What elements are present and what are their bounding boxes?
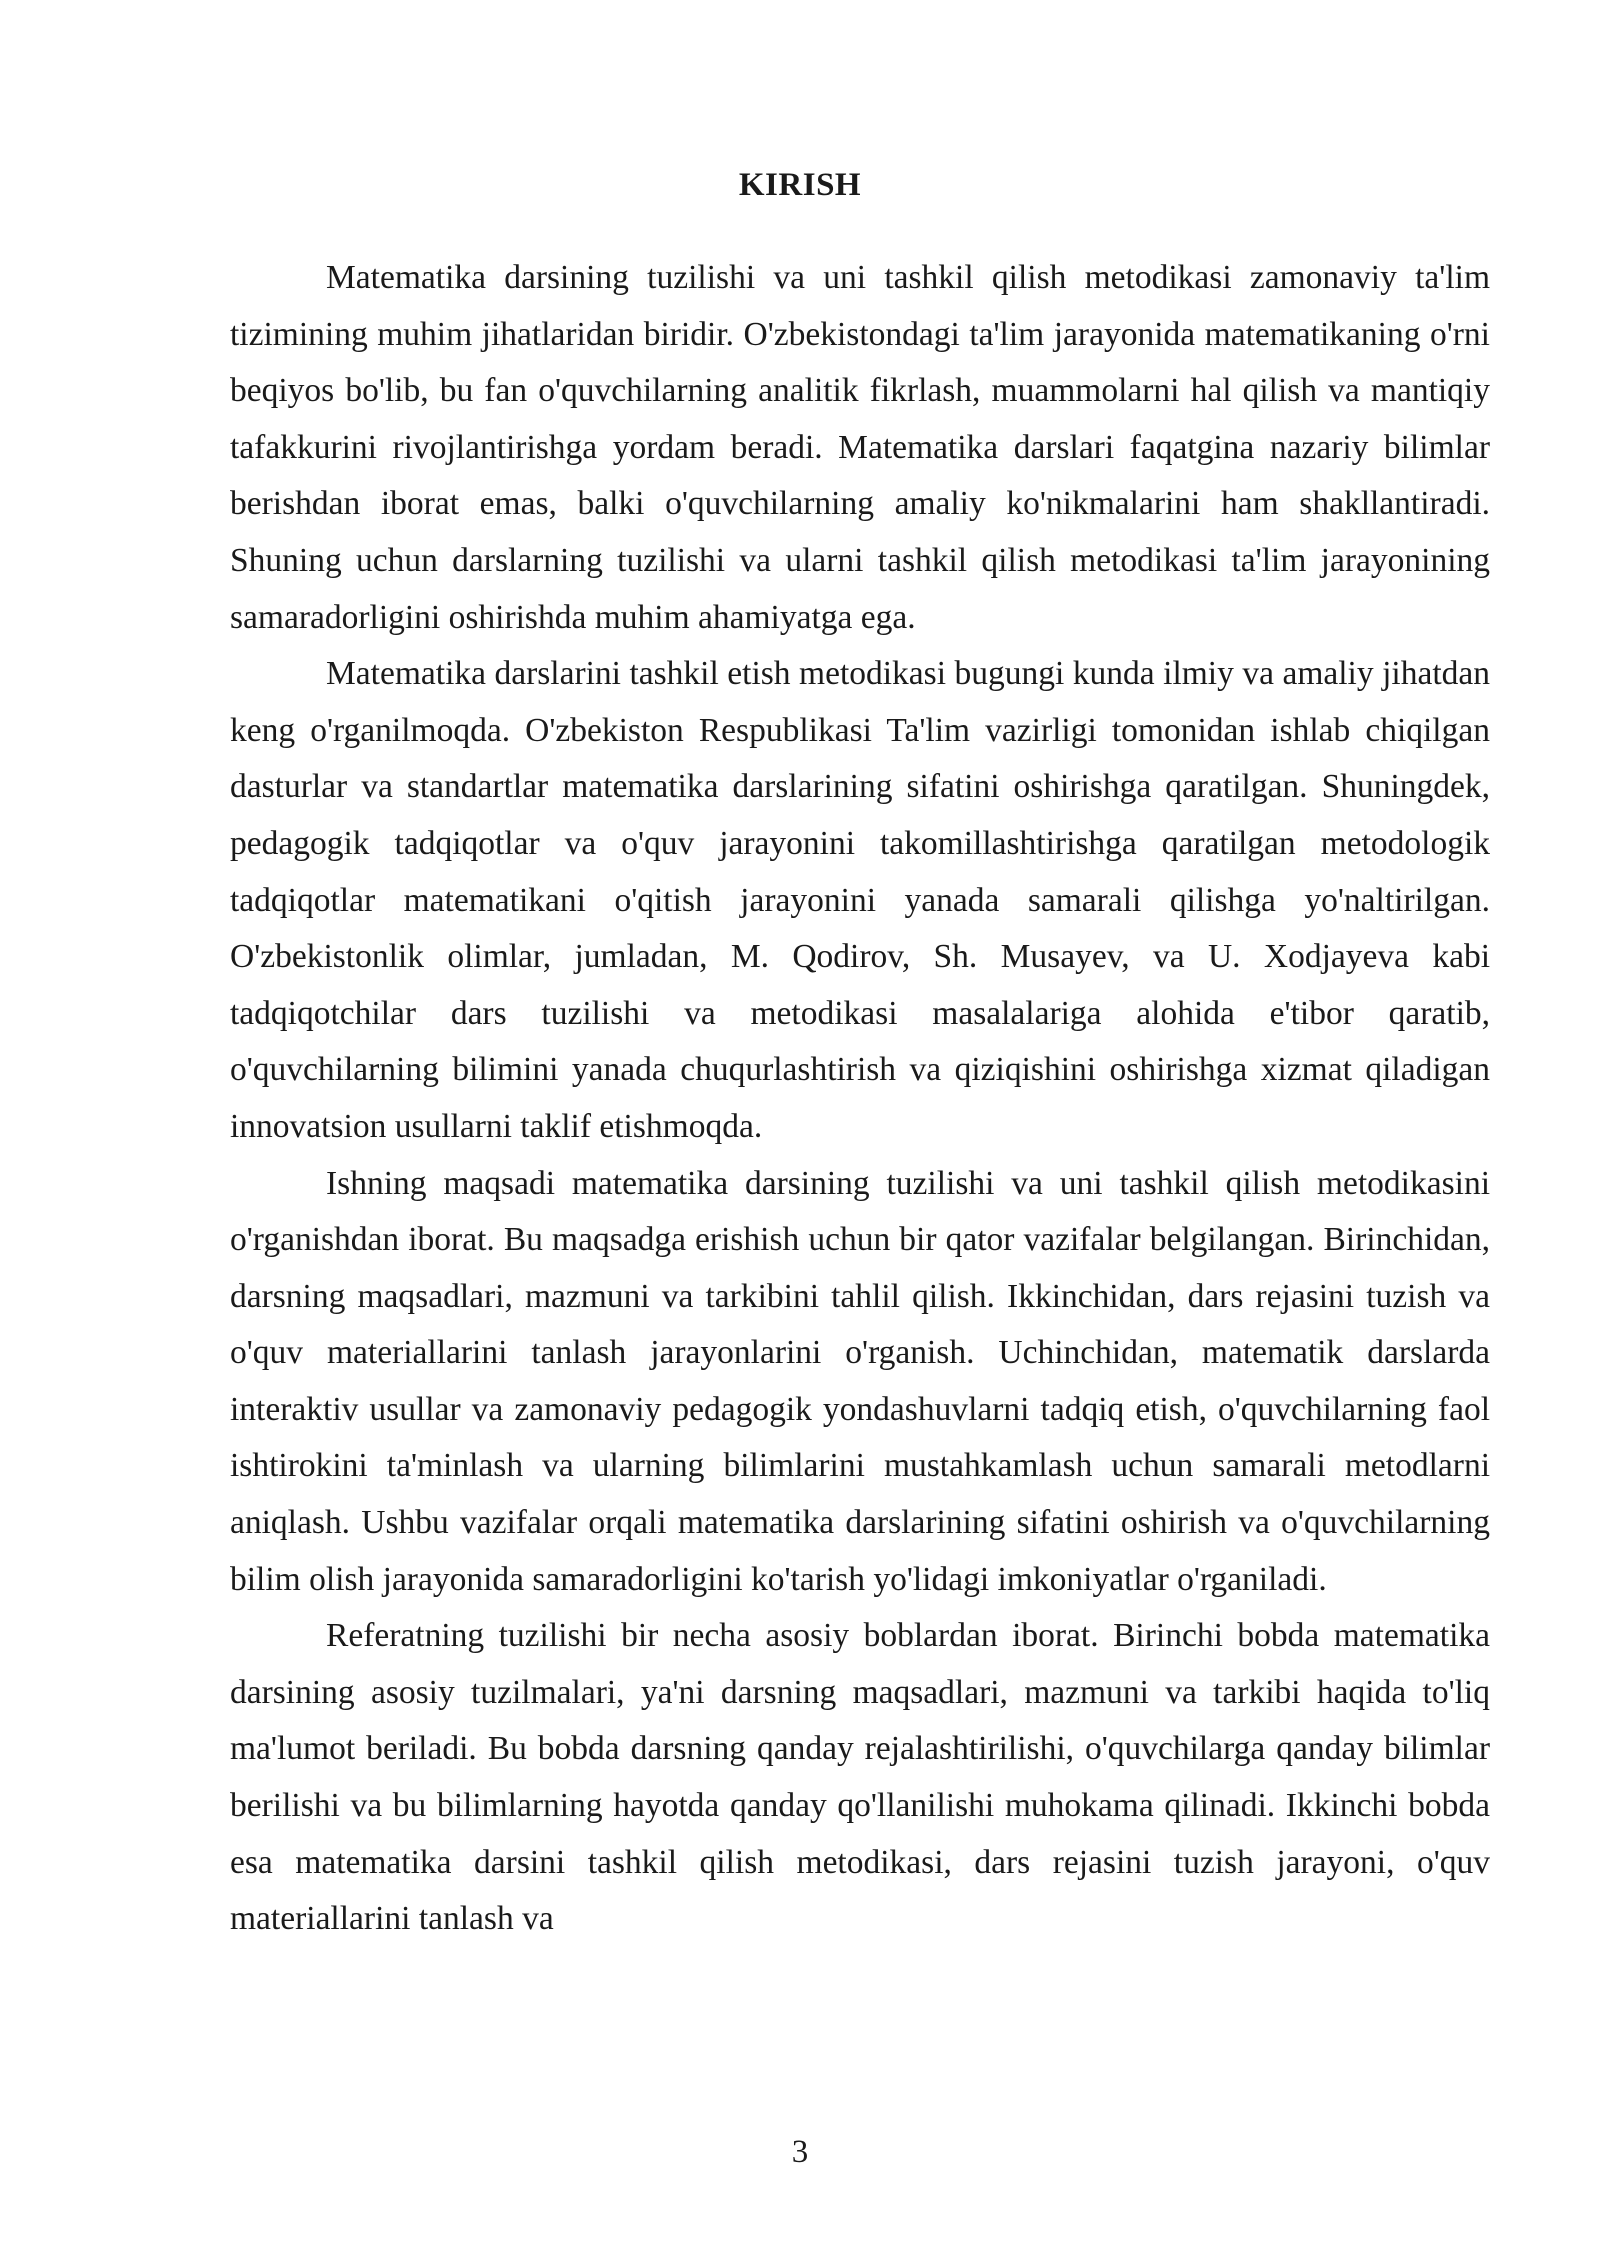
body-text [230, 250, 1490, 1948]
paragraph-1: Matematika darsining tuzilishi va uni tashkil qilish metodikasi zamonaviy ta'lim tizimining muhim jihatlaridan biridir. O'zbekistondagi ta'lim jarayonida matematikaning o'rni beqiyos bo'lib, bu fan o'quvchilarning analitik fikrlash, muammolarni hal qilish va mantiqiy tafakkurini rivojlantirishga yordam beradi. Matematika darslari faqatgina nazariy bilimlar berishdan iborat emas, balki o'quvchilarning amaliy ko'nikmalarini ham shakllantiradi. Shuning uchun darslarning tuzilishi va ularni tashkil qilish metodikasi ta'lim jarayonining samaradorligini oshirishda muhim ahamiyatga ega. [230, 259, 1490, 636]
paragraph-2: Matematika darslarini tashkil etish metodikasi bugungi kunda ilmiy va amaliy jihatdan keng o'rganilmoqda. O'zbekiston Respublikasi Ta'lim vazirligi tomonidan ishlab chiqilgan dasturlar va standartlar matematika darslarining sifatini oshirishga qaratilgan. Shuningdek, pedagogik tadqiqotlar va o'quv jarayonini takomillashtirishga qaratilgan metodologik tadqiqotlar matematikani o'qitish jarayonini yanada samarali qilishga yo'naltirilgan. O'zbekistonlik olimlar, jumladan, M. Qodirov, Sh. Musayev, va U. Xodjayeva kabi tadqiqotchilar dars tuzilishi va metodikasi masalalariga alohida e'tibor qaratib, o'quvchilarning bilimini yanada chuqurlashtirish va qiziqishini oshirishga xizmat qiladigan innovatsion usullarni taklif etishmoqda. [230, 655, 1490, 1145]
paragraph-4: Referatning tuzilishi bir necha asosiy boblardan iborat. Birinchi bobda matematika darsining asosiy tuzilmalari, ya'ni darsning maqsadlari, mazmuni va tarkibi haqida to'liq ma'lumot beriladi. Bu bobda darsning qanday rejalashtirilishi, o'quvchilarga qanday bilimlar berilishi va bu bilimlarning hayotda qanday qo'llanilishi muhokama qilinadi. Ikkinchi bobda esa matematika darsini tashkil qilish metodikasi, dars rejasini tuzish jarayoni, o'quv materiallarini tanlash va [230, 1617, 1490, 1938]
page-number: 3 [791, 2134, 809, 2170]
paragraph-3: Ishning maqsadi matematika darsining tuzilishi va uni tashkil qilish metodikasini o'rganishdan iborat. Bu maqsadga erishish uchun bir qator vazifalar belgilangan. Birinchidan, darsning maqsadlari, mazmuni va tarkibini tahlil qilish. Ikkinchidan, dars rejasini tuzish va o'quv materiallarini tanlash jarayonlarini o'rganish. Uchinchidan, matematik darslarda interaktiv usullar va zamonaviy pedagogik yondashuvlarni tadqiq etish, o'quvchilarning faol ishtirokini ta'minlash va ularning bilimlarini mustahkamlash uchun samarali metodlarni aniqlash. Ushbu vazifalar orqali matematika darslarining sifatini oshirish va o'quvchilarning bilim olish jarayonida samaradorligini ko'tarish yo'lidagi imkoniyatlar o'rganiladi. [230, 1164, 1490, 1598]
page-title: KIRISH [738, 167, 862, 203]
